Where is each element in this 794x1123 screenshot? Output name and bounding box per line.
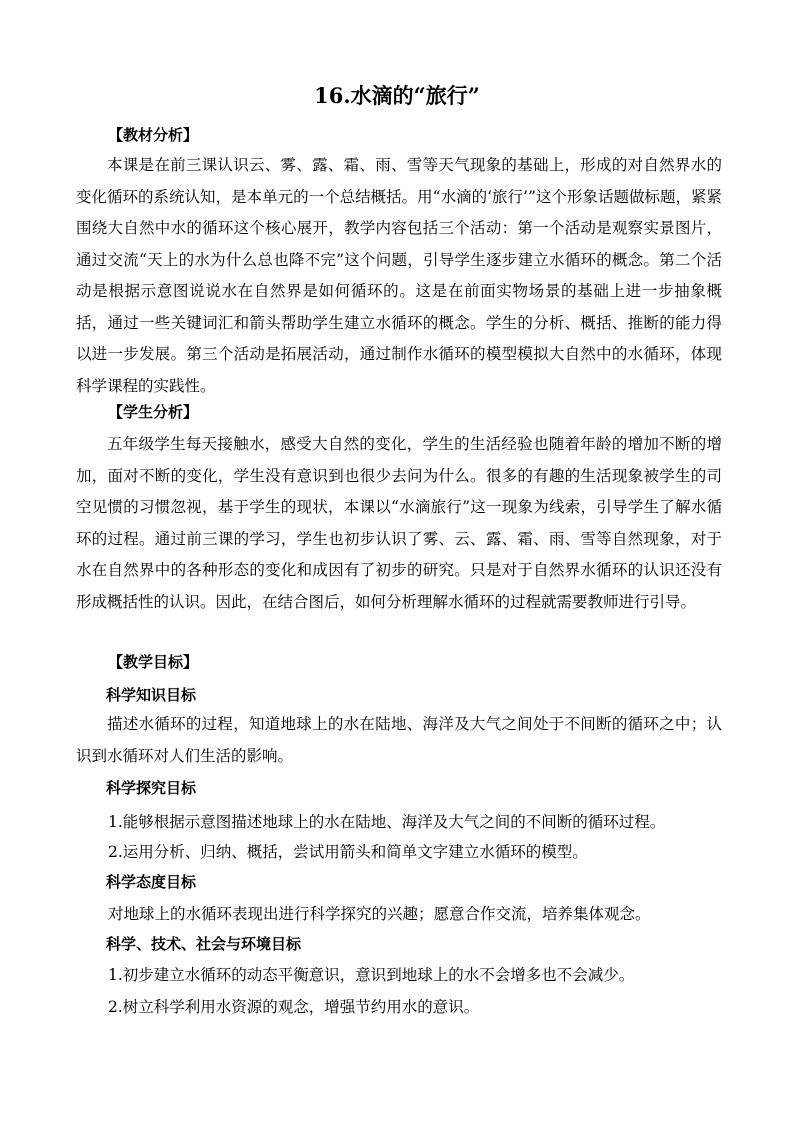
textbook-analysis-heading: 【教材分析】 (108, 126, 199, 144)
student-analysis-paragraph: 五年级学生每天接触水，感受大自然的变化，学生的生活经验也随着年龄的增加不断的增加，面对不断的变化，学生没有意识到也很少去问为什么。很多的有趣的生活现象被学生的司空见惯的习惯忽视，基于学生的现状，本课以“水滴旅行”这一现象为线索，引导学生了解水循环的过程。通过前三课的学习，学生也初步认识了雾、云、露、霜、雨、雪等自然现象，对于水在自然界中的各种形态的变化和成因有了初步的研究。只是对于自然界水循环的认识还没有形成概括性的认识。因此，在结合图后，如何分析理解水循环的过程就需要教师进行引导。 (76, 435, 722, 611)
inquiry-goal-heading: 科学探究目标 (106, 779, 197, 797)
teaching-goals-heading: 【教学目标】 (108, 653, 199, 671)
student-analysis-heading: 【学生分析】 (108, 403, 199, 421)
inquiry-goal-item-1: 1.能够根据示意图描述地球上的水在陆地、海洋及大气之间的不间断的循环过程。 (108, 813, 666, 831)
sts-goal-item-2: 2.树立科学利用水资源的观念，增强节约用水的意识。 (108, 998, 480, 1016)
knowledge-goal-heading: 科学知识目标 (106, 686, 197, 704)
document-title: 16.水滴的“旅行” (314, 83, 480, 108)
attitude-goal-item-1: 对地球上的水循环表现出进行科学探究的兴趣；愿意合作交流，培养集体观念。 (108, 905, 651, 923)
inquiry-goal-item-2: 2.运用分析、归纳、概括，尝试用箭头和简单文字建立水循环的模型。 (108, 843, 588, 861)
sts-goal-heading: 科学、技术、社会与环境目标 (106, 935, 302, 953)
knowledge-goal-paragraph: 描述水循环的过程，知道地球上的水在陆地、海洋及大气之间处于不间断的循环之中；认识到水循环对人们生活的影响。 (76, 715, 722, 765)
textbook-analysis-paragraph: 本课是在前三课认识云、雾、露、霜、雨、雪等天气现象的基础上，形成的对自然界水的变化循环的系统认知，是本单元的一个总结概括。用“水滴的‘旅行’”这个形象话题做标题，紧紧围绕大自然中水的循环这个核心展开，教学内容包括三个活动：第一个活动是观察实景图片，通过交流“天上的水为什么总也降不完”这个问题，引导学生逐步建立水循环的概念。第二个活动是根据示意图说说水在自然界是如何循环的。这是在前面实物场景的基础上进一步抽象概括，通过一些关键词汇和箭头帮助学生建立水循环的概念。学生的分析、概括、推断的能力得以进一步发展。第三个活动是拓展活动，通过制作水循环的模型模拟大自然中的水循环，体现科学课程的实践性。 (76, 156, 722, 395)
attitude-goal-heading: 科学态度目标 (106, 873, 197, 891)
sts-goal-item-1: 1.初步建立水循环的动态平衡意识，意识到地球上的水不会增多也不会减少。 (108, 966, 635, 984)
